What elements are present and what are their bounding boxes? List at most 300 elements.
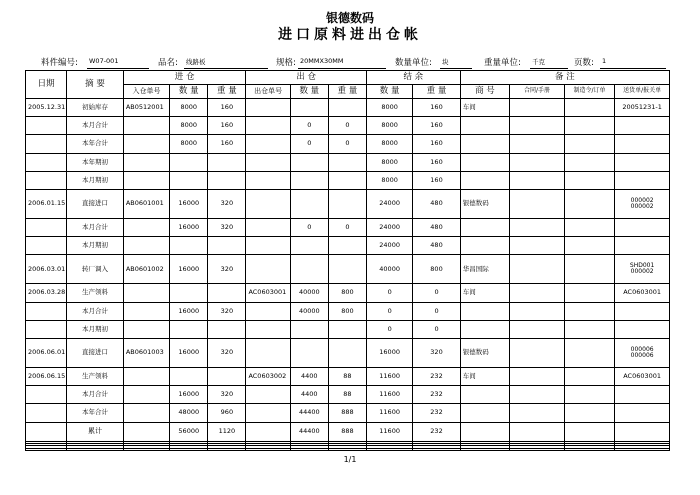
cell-in-weight: 320 (208, 189, 246, 218)
cell-summary (67, 448, 124, 450)
table-row (26, 338, 670, 367)
cell-in-qty: 16000 (170, 255, 208, 284)
cell-summary: 累计 (67, 422, 124, 441)
cell-in-no (123, 117, 169, 135)
cell-bal-qty: 11600 (366, 386, 412, 404)
cell-delivery (615, 117, 670, 135)
cell-summary: 本月合计 (67, 218, 124, 236)
cell-out-qty: 0 (290, 218, 328, 236)
cell-bal-weight: 800 (413, 255, 460, 284)
cell-bal-qty: 0 (366, 320, 412, 338)
cell-contract (510, 171, 565, 189)
cell-out-qty (290, 153, 328, 171)
cell-bal-qty: 8000 (366, 171, 412, 189)
spec-value: 20MMX30MM (298, 57, 386, 69)
cell-merchant (460, 404, 509, 422)
qty-unit-value: 块 (440, 57, 472, 69)
cell-contract (510, 153, 565, 171)
cell-merchant (460, 135, 509, 153)
cell-in-qty: 16000 (170, 338, 208, 367)
cell-in-qty: 8000 (170, 99, 208, 117)
cell-in-no (123, 302, 169, 320)
cell-out-weight (328, 320, 366, 338)
cell-merchant (460, 320, 509, 338)
cell-contract (510, 338, 565, 367)
cell-in-no (123, 237, 169, 255)
cell-in-weight (208, 171, 246, 189)
cell-merchant (460, 302, 509, 320)
cell-out-no (246, 302, 290, 320)
table-row (26, 189, 670, 218)
cell-order (564, 99, 614, 117)
cell-order (564, 448, 614, 450)
cell-date: 2005.12.31 (26, 99, 67, 117)
table-row (26, 284, 670, 302)
cell-in-no (123, 284, 169, 302)
cell-out-qty: 44400 (290, 404, 328, 422)
header-bal-weight: 重 量 (413, 85, 460, 99)
table-row (26, 302, 670, 320)
header-in: 进 仓 (123, 71, 246, 85)
cell-delivery: 000006 000006 (615, 338, 670, 367)
header-summary: 摘 要 (67, 71, 124, 99)
cell-in-weight (208, 448, 246, 450)
cell-merchant: 车间 (460, 368, 509, 386)
cell-out-qty (290, 99, 328, 117)
cell-out-weight (328, 448, 366, 450)
header-date: 日期 (26, 71, 67, 99)
cell-in-qty: 16000 (170, 189, 208, 218)
cell-merchant: 银德数码 (460, 189, 509, 218)
cell-in-weight: 320 (208, 302, 246, 320)
cell-date (26, 153, 67, 171)
cell-bal-qty: 8000 (366, 99, 412, 117)
table-row (26, 448, 670, 450)
cell-order (564, 171, 614, 189)
cell-out-no (246, 135, 290, 153)
cell-out-qty: 40000 (290, 284, 328, 302)
cell-delivery (615, 171, 670, 189)
cell-bal-weight (413, 448, 460, 450)
cell-delivery: AC0603001 (615, 284, 670, 302)
cell-out-qty (290, 189, 328, 218)
cell-bal-qty: 0 (366, 284, 412, 302)
header-order: 制造令/订单 (564, 85, 614, 99)
cell-date (26, 218, 67, 236)
table-row (26, 135, 670, 153)
cell-out-weight: 800 (328, 302, 366, 320)
cell-merchant (460, 386, 509, 404)
cell-merchant (460, 237, 509, 255)
cell-date (26, 171, 67, 189)
cell-in-no: AB0601003 (123, 338, 169, 367)
cell-out-weight: 888 (328, 404, 366, 422)
cell-order (564, 302, 614, 320)
cell-contract (510, 404, 565, 422)
cell-in-no: AB0601001 (123, 189, 169, 218)
cell-merchant (460, 218, 509, 236)
cell-bal-qty: 11600 (366, 368, 412, 386)
cell-in-qty: 16000 (170, 386, 208, 404)
cell-bal-qty: 8000 (366, 135, 412, 153)
cell-in-no: AB0512001 (123, 99, 169, 117)
cell-contract (510, 448, 565, 450)
header-remarks: 备 注 (460, 71, 669, 85)
material-no-value: W07-001 (87, 57, 149, 69)
cell-out-qty (290, 448, 328, 450)
cell-in-weight: 160 (208, 117, 246, 135)
cell-contract (510, 135, 565, 153)
cell-bal-weight: 160 (413, 117, 460, 135)
cell-bal-qty: 8000 (366, 117, 412, 135)
cell-contract (510, 302, 565, 320)
cell-in-qty (170, 320, 208, 338)
header-out: 出 仓 (246, 71, 367, 85)
table-row (26, 422, 670, 441)
cell-out-qty: 44400 (290, 422, 328, 441)
cell-out-no (246, 117, 290, 135)
cell-delivery (615, 218, 670, 236)
cell-bal-weight: 232 (413, 368, 460, 386)
cell-bal-qty: 11600 (366, 404, 412, 422)
cell-bal-qty: 24000 (366, 237, 412, 255)
cell-order (564, 117, 614, 135)
cell-contract (510, 368, 565, 386)
cell-delivery (615, 302, 670, 320)
cell-bal-weight: 160 (413, 99, 460, 117)
cell-date: 2006.01.15 (26, 189, 67, 218)
cell-bal-qty (366, 448, 412, 450)
cell-bal-weight: 232 (413, 386, 460, 404)
cell-out-qty: 0 (290, 117, 328, 135)
table-row (26, 320, 670, 338)
cell-bal-qty: 11600 (366, 422, 412, 441)
cell-merchant: 车间 (460, 99, 509, 117)
table-row (26, 99, 670, 117)
name-value: 线路板 (184, 57, 268, 69)
cell-in-qty: 48000 (170, 404, 208, 422)
cell-in-no (123, 368, 169, 386)
cell-out-weight (328, 237, 366, 255)
cell-merchant: 车间 (460, 284, 509, 302)
header-in-no: 入仓单号 (123, 85, 169, 99)
cell-summary: 本月合计 (67, 386, 124, 404)
cell-contract (510, 218, 565, 236)
cell-bal-weight: 480 (413, 237, 460, 255)
header-in-weight: 重 量 (208, 85, 246, 99)
cell-out-no (246, 171, 290, 189)
cell-merchant: 银德数码 (460, 338, 509, 367)
cell-order (564, 338, 614, 367)
table-row (26, 218, 670, 236)
cell-bal-weight: 160 (413, 171, 460, 189)
header-in-qty: 数 量 (170, 85, 208, 99)
cell-delivery: AC0603001 (615, 368, 670, 386)
cell-in-weight (208, 320, 246, 338)
spec-label: 规格: (276, 58, 296, 68)
cell-summary: 直接进口 (67, 189, 124, 218)
cell-in-weight: 320 (208, 386, 246, 404)
cell-out-qty (290, 320, 328, 338)
cell-bal-weight: 480 (413, 189, 460, 218)
cell-contract (510, 255, 565, 284)
cell-out-no (246, 386, 290, 404)
cell-out-weight: 888 (328, 422, 366, 441)
cell-contract (510, 117, 565, 135)
cell-bal-weight: 0 (413, 284, 460, 302)
cell-bal-qty: 40000 (366, 255, 412, 284)
cell-delivery (615, 404, 670, 422)
cell-delivery (615, 320, 670, 338)
header-out-weight: 重 量 (328, 85, 366, 99)
cell-bal-weight: 160 (413, 153, 460, 171)
page-indicator: 1/1 (343, 455, 357, 464)
cell-in-no (123, 171, 169, 189)
cell-in-no (123, 386, 169, 404)
cell-summary: 本月期初 (67, 320, 124, 338)
table-row (26, 171, 670, 189)
cell-contract (510, 237, 565, 255)
cell-in-no: AB0601002 (123, 255, 169, 284)
cell-out-qty (290, 237, 328, 255)
cell-order (564, 404, 614, 422)
cell-merchant (460, 422, 509, 441)
cell-bal-qty: 8000 (366, 153, 412, 171)
cell-out-no (246, 189, 290, 218)
cell-in-weight: 160 (208, 135, 246, 153)
cell-order (564, 153, 614, 171)
cell-order (564, 320, 614, 338)
cell-in-qty (170, 368, 208, 386)
cell-in-no (123, 320, 169, 338)
cell-in-weight: 1120 (208, 422, 246, 441)
cell-contract (510, 284, 565, 302)
cell-bal-weight: 0 (413, 302, 460, 320)
cell-in-qty (170, 237, 208, 255)
cell-bal-weight: 320 (413, 338, 460, 367)
cell-date (26, 135, 67, 153)
header-balance: 结 余 (366, 71, 460, 85)
table-row (26, 404, 670, 422)
cell-bal-weight: 232 (413, 404, 460, 422)
cell-out-no: AC0603002 (246, 368, 290, 386)
cell-summary: 本月期初 (67, 237, 124, 255)
cell-in-qty (170, 284, 208, 302)
cell-bal-weight: 232 (413, 422, 460, 441)
cell-bal-qty: 24000 (366, 189, 412, 218)
cell-out-no (246, 237, 290, 255)
cell-out-qty (290, 338, 328, 367)
cell-out-weight: 0 (328, 117, 366, 135)
cell-out-no (246, 338, 290, 367)
cell-date (26, 422, 67, 441)
cell-in-weight: 160 (208, 99, 246, 117)
header-out-no: 出仓单号 (246, 85, 290, 99)
cell-in-qty: 56000 (170, 422, 208, 441)
cell-date (26, 237, 67, 255)
cell-out-qty (290, 171, 328, 189)
cell-in-qty: 8000 (170, 117, 208, 135)
cell-delivery (615, 135, 670, 153)
cell-bal-weight: 160 (413, 135, 460, 153)
cell-in-no (123, 448, 169, 450)
cell-merchant (460, 171, 509, 189)
cell-in-no (123, 422, 169, 441)
cell-date: 2006.03.28 (26, 284, 67, 302)
qty-unit-label: 数量单位: (395, 58, 432, 68)
cell-date: 2006.03.01 (26, 255, 67, 284)
cell-in-qty: 16000 (170, 218, 208, 236)
cell-bal-qty: 0 (366, 302, 412, 320)
cell-out-weight (328, 153, 366, 171)
cell-bal-qty: 16000 (366, 338, 412, 367)
cell-delivery (615, 237, 670, 255)
cell-out-weight: 0 (328, 218, 366, 236)
cell-summary: 本月合计 (67, 117, 124, 135)
cell-merchant (460, 153, 509, 171)
cell-contract (510, 189, 565, 218)
cell-in-weight (208, 237, 246, 255)
cell-date: 2006.06.01 (26, 338, 67, 367)
cell-in-weight: 320 (208, 255, 246, 284)
table-row (26, 117, 670, 135)
page-value: 1 (600, 57, 666, 69)
cell-out-no (246, 404, 290, 422)
ledger-table (25, 70, 670, 451)
cell-summary: 本月合计 (67, 302, 124, 320)
cell-in-weight (208, 153, 246, 171)
cell-out-no: AC0603001 (246, 284, 290, 302)
cell-contract (510, 320, 565, 338)
table-row (26, 386, 670, 404)
cell-out-weight (328, 189, 366, 218)
cell-delivery (615, 153, 670, 171)
table-row (26, 153, 670, 171)
company-name: 银德数码 (325, 11, 374, 25)
cell-order (564, 218, 614, 236)
cell-contract (510, 422, 565, 441)
cell-order (564, 189, 614, 218)
cell-delivery: 000002 000002 (615, 189, 670, 218)
document-title: 进口原料进出仓帐 (278, 27, 422, 43)
cell-delivery (615, 386, 670, 404)
cell-order (564, 255, 614, 284)
cell-order (564, 368, 614, 386)
cell-summary: 本年合计 (67, 135, 124, 153)
header-merchant: 商 号 (460, 85, 509, 99)
cell-in-weight: 320 (208, 338, 246, 367)
cell-summary: 直接进口 (67, 338, 124, 367)
cell-in-qty: 16000 (170, 302, 208, 320)
cell-in-weight (208, 368, 246, 386)
cell-summary: 本月期初 (67, 171, 124, 189)
table-row (26, 237, 670, 255)
cell-in-no (123, 135, 169, 153)
cell-in-no (123, 404, 169, 422)
cell-delivery (615, 422, 670, 441)
cell-delivery: SHD001 000002 (615, 255, 670, 284)
weight-unit-label: 重量单位: (484, 58, 521, 68)
cell-out-no (246, 448, 290, 450)
cell-date (26, 448, 67, 450)
header-bal-qty: 数 量 (366, 85, 412, 99)
table-row (26, 255, 670, 284)
cell-out-weight (328, 255, 366, 284)
header-out-qty: 数 量 (290, 85, 328, 99)
cell-order (564, 284, 614, 302)
cell-out-weight: 0 (328, 135, 366, 153)
material-no-label: 料件编号: (41, 58, 78, 68)
cell-in-weight: 320 (208, 218, 246, 236)
header-delivery: 送货单/报关单 (615, 85, 670, 99)
cell-out-weight (328, 99, 366, 117)
cell-order (564, 237, 614, 255)
cell-in-qty: 8000 (170, 135, 208, 153)
cell-summary: 转厂调入 (67, 255, 124, 284)
cell-out-no (246, 218, 290, 236)
cell-date (26, 117, 67, 135)
cell-out-qty: 0 (290, 135, 328, 153)
cell-in-no (123, 218, 169, 236)
cell-out-weight: 800 (328, 284, 366, 302)
cell-date (26, 404, 67, 422)
cell-out-qty: 4400 (290, 386, 328, 404)
cell-in-weight (208, 284, 246, 302)
cell-out-qty (290, 255, 328, 284)
cell-date (26, 320, 67, 338)
cell-summary: 本年期初 (67, 153, 124, 171)
cell-bal-weight: 480 (413, 218, 460, 236)
page-label: 页数: (574, 58, 594, 68)
cell-out-no (246, 255, 290, 284)
cell-date (26, 386, 67, 404)
cell-out-weight: 88 (328, 368, 366, 386)
cell-out-no (246, 320, 290, 338)
cell-in-qty (170, 153, 208, 171)
cell-out-qty: 40000 (290, 302, 328, 320)
cell-delivery (615, 448, 670, 450)
cell-in-weight: 960 (208, 404, 246, 422)
cell-in-qty (170, 171, 208, 189)
cell-out-weight (328, 338, 366, 367)
cell-out-weight: 88 (328, 386, 366, 404)
cell-order (564, 386, 614, 404)
cell-date: 2006.06.15 (26, 368, 67, 386)
cell-order (564, 422, 614, 441)
cell-out-weight (328, 171, 366, 189)
cell-out-qty: 4400 (290, 368, 328, 386)
weight-unit-value: 千克 (530, 57, 568, 69)
cell-date (26, 302, 67, 320)
cell-summary: 生产领料 (67, 284, 124, 302)
cell-summary: 本年合计 (67, 404, 124, 422)
cell-out-no (246, 422, 290, 441)
cell-in-no (123, 153, 169, 171)
cell-out-no (246, 99, 290, 117)
cell-summary: 生产领料 (67, 368, 124, 386)
info-bar (0, 56, 700, 70)
cell-summary: 初始库存 (67, 99, 124, 117)
cell-merchant (460, 448, 509, 450)
ledger-body (26, 99, 670, 451)
cell-delivery: 20051231-1 (615, 99, 670, 117)
cell-merchant: 华昌国际 (460, 255, 509, 284)
cell-bal-weight: 0 (413, 320, 460, 338)
cell-contract (510, 99, 565, 117)
cell-in-qty (170, 448, 208, 450)
name-label: 品名: (158, 58, 178, 68)
header-contract: 合同/手册 (510, 85, 565, 99)
